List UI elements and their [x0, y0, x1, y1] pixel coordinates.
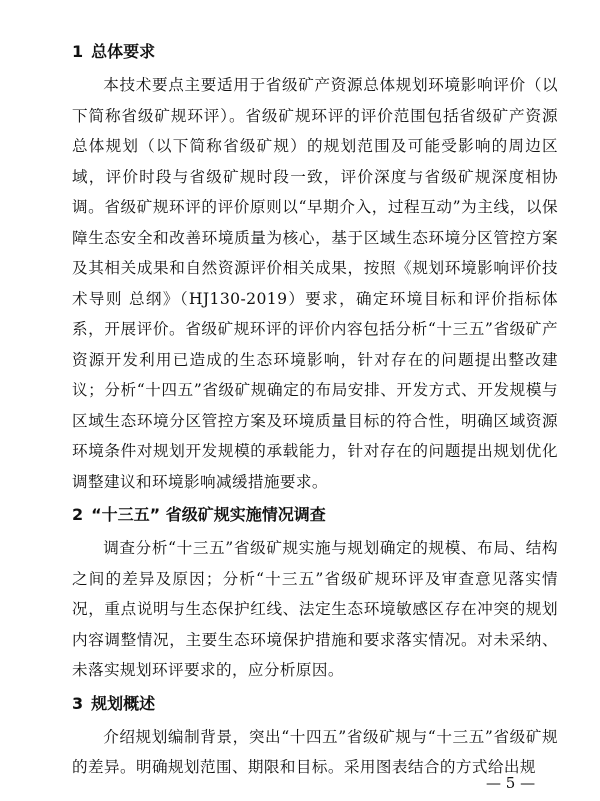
section-3-paragraph: 介绍规划编制背景，突出“十四五”省级矿规与“十三五”省级矿规的差异。明确规划范围、期限和目标。采用图表结合的方式给出规 [72, 727, 558, 776]
page-number: — 5 — [486, 774, 536, 792]
document-body [72, 34, 558, 783]
section-3-heading [72, 686, 558, 722]
section-1-title: 总体要求 [91, 42, 156, 61]
section-3-title: 规划概述 [91, 693, 156, 713]
page-footer [0, 774, 600, 794]
section-1-number: 1 [72, 42, 84, 61]
section-1-paragraph: 本技术要点主要适用于省级矿产资源总体规划环境影响评价（以下简称省级矿规环评）。省级矿规环评的评价范围包括省级矿产资源总体规划（以下简称省级矿规）的规划范围及可能受影响的周边区域，评价时段与省级矿规时段一致，评价深度与省级矿规深度相协调。省级矿规环评的评价原则以“早期介入，过程互动”为主线，以保障生态安全和改善环境质量为核心，基于区域生态环境分区管控方案及其相关成果和自然资源评价相关成果，按照《规划环境影响评价技术导则 总纲》（HJ130-2019）要求，确定环境目标和评价指标体系，开展评价。省级矿规环评的评价内容包括分析“十三五”省级矿产资源开发利用已造成的生态环境影响，针对存在的问题提出整改建议；分析“十四五”省级矿规确定的布局安排、开发方式、开发规模与区域生态环境分区管控方案及环境质量目标的符合性，明确区域资源环境条件对规划开发规模的承载能力，针对存在的问题提出规划优化调整建议和环境影响减缓措施要求。 [72, 76, 558, 491]
section-3-number: 3 [72, 693, 84, 713]
section-1-heading [72, 34, 558, 70]
section-2-heading [72, 497, 558, 533]
section-2-paragraph: 调查分析“十三五”省级矿规实施与规划确定的规模、布局、结构之间的差异及原因；分析“十三五”省级矿规环评及审查意见落实情况，重点说明与生态保护红线、法定生态环境敏感区存在冲突的规划内容调整情况，主要生态环境保护措施和要求落实情况。对未采纳、未落实规划环评要求的，应分析原因。 [72, 539, 558, 679]
section-2-number: 2 [72, 505, 84, 524]
section-2-title: “十三五” 省级矿规实施情况调查 [91, 505, 326, 524]
